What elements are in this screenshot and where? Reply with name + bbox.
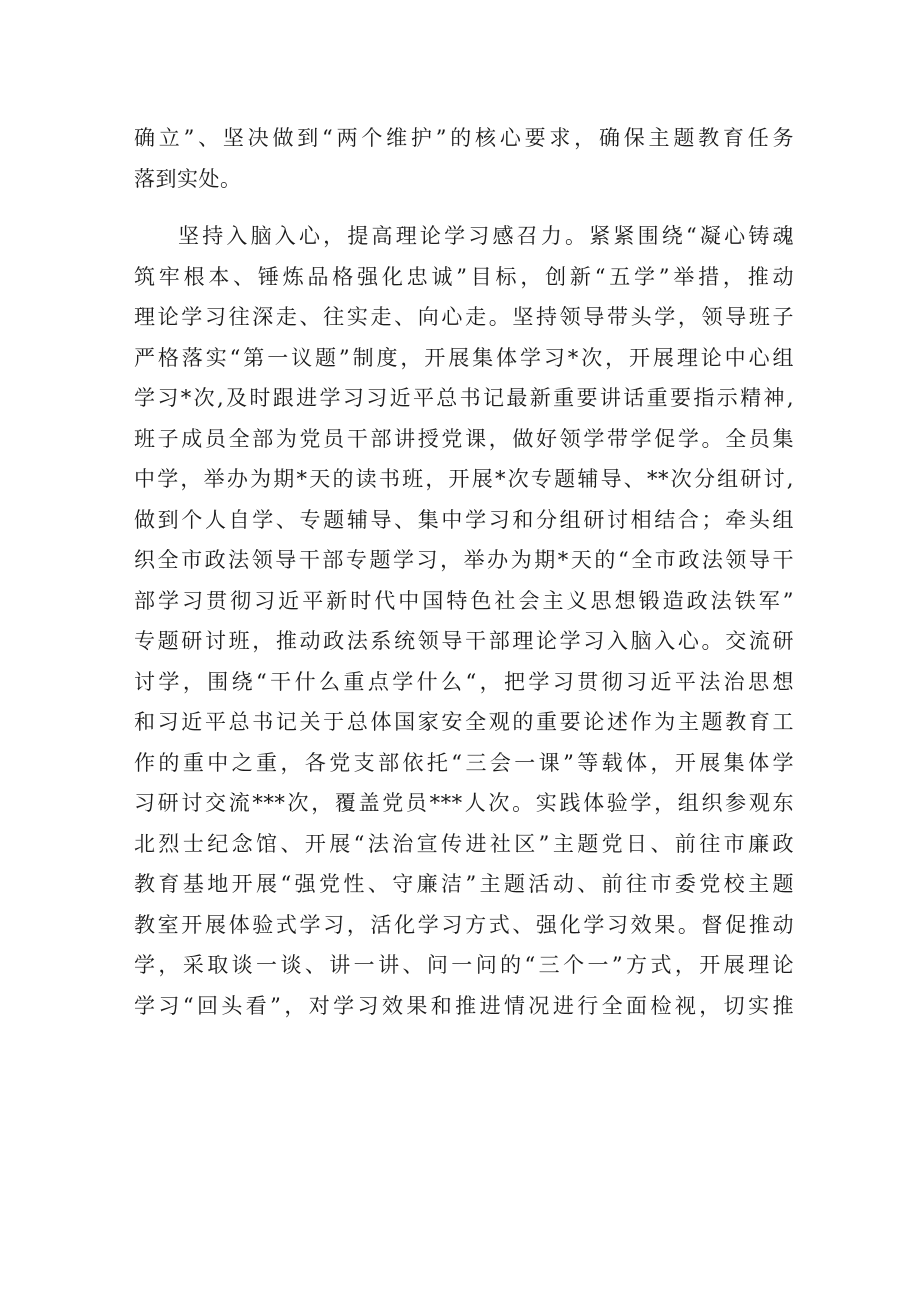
- paragraph-line: 和习近平总书记关于总体国家安全观的重要论述作为主题教育工: [134, 710, 794, 734]
- paragraph-line: 严格落实“第一议题”制度，开展集体学习*次，开展理论中心组: [134, 345, 794, 370]
- paragraph-line: 坚持入脑入心，提高理论学习感召力。紧紧围绕“凝心铸魂: [178, 224, 794, 248]
- paragraph-line: 北烈士纪念馆、开展“法治宣传进社区”主题党日、前往市廉政: [134, 831, 794, 856]
- paragraph-line: 学，采取谈一谈、讲一讲、问一问的“三个一”方式，开展理论: [134, 953, 794, 977]
- paragraph-line: 习研讨交流***次，覆盖党员***人次。实践体验学，组织参观东: [134, 791, 794, 815]
- paragraph-line: 织全市政法领导干部专题学习，举办为期*天的“全市政法领导干: [134, 548, 794, 572]
- paragraph-line: 理论学习往深走、往实走、向心走。坚持领导带头学，领导班子: [134, 305, 794, 329]
- paragraph-line: 班子成员全部为党员干部讲授党课，做好领学带学促学。全员集: [134, 426, 794, 451]
- paragraph-line: 部学习贯彻习近平新时代中国特色社会主义思想锻造政法铁军”: [134, 588, 794, 613]
- paragraph-line: 筑牢根本、锤炼品格强化忠诚”目标，创新“五学”举措，推动: [134, 264, 794, 289]
- paragraph-line: 作的重中之重，各党支部依托“三会一课”等载体，开展集体学: [134, 750, 794, 775]
- paragraph-line: 专题研讨班，推动政法系统领导干部理论学习入脑入心。交流研: [134, 629, 794, 653]
- paragraph-2: [134, 216, 794, 1026]
- paragraph-line: 中学，举办为期*天的读书班，开展*次专题辅导、**次分组研讨,: [134, 467, 794, 491]
- paragraph-line: 学习*次,及时跟进学习习近平总书记最新重要讲话重要指示精神,: [134, 386, 794, 410]
- paragraph-line: 教室开展体验式学习，活化学习方式、强化学习效果。督促推动: [134, 912, 794, 937]
- paragraph-line: 确立”、坚决做到“两个维护”的核心要求，确保主题教育任务: [134, 126, 794, 150]
- paragraph-line: 落到实处。: [134, 166, 242, 191]
- paragraph-line: 做到个人自学、专题辅导、集中学习和分组研讨相结合；牵头组: [134, 507, 794, 532]
- paragraph-line: 教育基地开展“强党性、守廉洁”主题活动、前往市委党校主题: [134, 872, 794, 896]
- paragraph-1: [134, 118, 794, 199]
- paragraph-line: 学习“回头看”，对学习效果和推进情况进行全面检视，切实推: [134, 993, 794, 1018]
- paragraph-line: 讨学，围绕“干什么重点学什么“，把学习贯彻习近平法治思想: [134, 669, 794, 694]
